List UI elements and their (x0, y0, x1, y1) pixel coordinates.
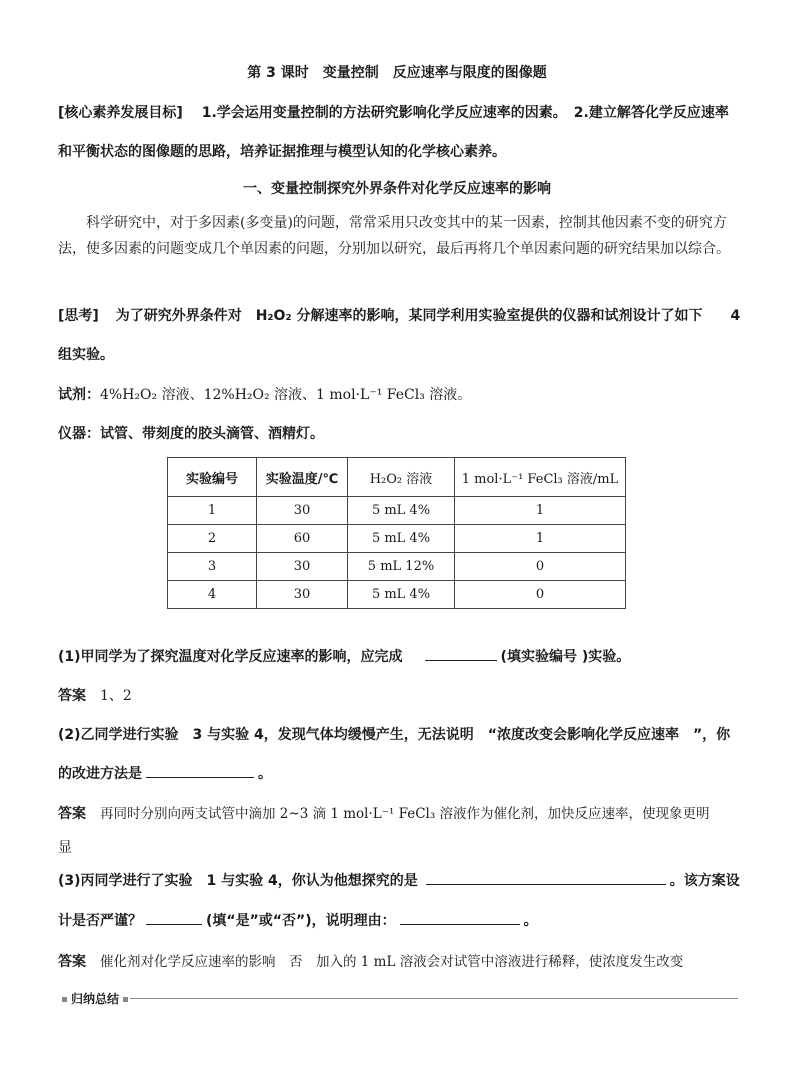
q1-text: (1)甲同学为了探究温度对化学反应速率的影响，应完成 (58, 649, 403, 665)
answer-label: 答案 (58, 954, 86, 970)
think-line-1 (58, 305, 740, 325)
table-header-row (168, 458, 626, 497)
q3-text: (3)丙同学进行了实验 1 与实验 4，你认为他想探究的是 (58, 873, 418, 889)
page-title: 第 3 课时 变量控制 反应速率与限度的图像题 (247, 65, 547, 81)
table-header: H₂O₂ 溶液 (348, 458, 455, 497)
intro-paragraph (58, 210, 738, 262)
table-cell: 0 (455, 553, 626, 581)
goals-text-1: 1.学会运用变量控制的方法研究影响化学反应速率的因素。 2.建立解答化学反应速率 (201, 105, 729, 121)
table-cell: 30 (257, 553, 348, 581)
answer-2-text: 再同时分别向两支试管中滴加 2~3 滴 1 mol·L⁻¹ FeCl₃ 溶液作为催化剂，加快反应速率，使现象更明 (100, 806, 710, 822)
intro-text: 科学研究中，对于多因素(多变量)的问题，常常采用只改变其中的某一因素，控制其他因素不变的研究方法，使多因素的问题变成几个单因素的问题，分别加以研究，最后再将几个单因素问题的研究结果加以综合。 (58, 215, 730, 257)
q3-text-3: (填“是”或“否”)，说明理由： (206, 913, 396, 929)
table-row (168, 525, 626, 553)
summary-heading (58, 990, 132, 1007)
q2-suffix: 。 (258, 766, 272, 782)
table-header: 1 mol·L⁻¹ FeCl₃ 溶液/mL (455, 458, 626, 497)
square-bullet-icon (123, 997, 128, 1002)
think-text-1: 为了研究外界条件对 H₂O₂ 分解速率的影响，某同学利用实验室提供的仪器和试剂设计了如下 4 (115, 308, 741, 324)
goals-line-2: 和平衡状态的图像题的思路，培养证据推理与模型认知的化学核心素养。 (58, 144, 506, 160)
q3-suffix-1: 。该方案设 (669, 873, 740, 889)
reagents-line (58, 384, 471, 404)
question-3-line-1 (58, 870, 740, 890)
section-title: 一、变量控制探究外界条件对化学反应速率的影响 (243, 181, 551, 197)
table-cell: 1 (455, 525, 626, 553)
instruments-line: 仪器：试管、带刻度的胶头滴管、酒精灯。 (58, 426, 324, 442)
table-cell: 60 (257, 525, 348, 553)
answer-2-line-1 (58, 802, 710, 823)
reagents-label: 试剂： (58, 387, 100, 403)
q3-answer-blank-2[interactable] (146, 911, 202, 925)
table-row (168, 497, 626, 525)
q3-text-2: 计是否严谨？ (58, 913, 142, 929)
summary-label: 归纳总结 (71, 992, 120, 1006)
q2-answer-blank[interactable] (146, 764, 254, 778)
table-cell: 5 mL 4% (348, 525, 455, 553)
answer-2-line-2: 显 (58, 840, 72, 856)
table-cell: 5 mL 4% (348, 581, 455, 609)
think-line-2: 组实验。 (58, 347, 114, 363)
experiment-table (167, 457, 626, 609)
q2-text: 的改进方法是 (58, 766, 142, 782)
table-cell: 5 mL 12% (348, 553, 455, 581)
table-cell: 0 (455, 581, 626, 609)
question-3-line-2 (58, 910, 538, 930)
question-2-line-2 (58, 763, 272, 783)
answer-3-text: 催化剂对化学反应速率的影响 否 加入的 1 mL 溶液会对试管中溶液进行稀释，使浓度发生改变 (100, 954, 684, 970)
q3-answer-blank-1[interactable] (426, 871, 666, 885)
table-header: 实验温度/℃ (257, 458, 348, 497)
table-cell: 1 (455, 497, 626, 525)
question-2-line-1: (2)乙同学进行实验 3 与实验 4，发现气体均缓慢产生，无法说明 “浓度改变会影响化学反应速率 ”，你 (58, 727, 731, 743)
question-1 (58, 646, 630, 666)
answer-1-text: 1、2 (100, 688, 132, 704)
table-cell: 3 (168, 553, 257, 581)
q1-suffix: (填实验编号 )实验。 (500, 649, 631, 665)
table-cell: 4 (168, 581, 257, 609)
q1-answer-blank[interactable] (425, 647, 497, 661)
goals-line-1 (58, 102, 729, 122)
goals-label: [核心素养发展目标] (58, 105, 183, 121)
summary-divider (130, 998, 738, 999)
table-cell: 30 (257, 581, 348, 609)
table-row (168, 581, 626, 609)
answer-label: 答案 (58, 806, 86, 822)
table-header: 实验编号 (168, 458, 257, 497)
table-cell: 1 (168, 497, 257, 525)
table-cell: 30 (257, 497, 348, 525)
table-row (168, 553, 626, 581)
reagents-text: 4%H₂O₂ 溶液、12%H₂O₂ 溶液、1 mol·L⁻¹ FeCl₃ 溶液。 (100, 387, 472, 403)
answer-1 (58, 685, 132, 705)
q3-answer-blank-3[interactable] (400, 911, 520, 925)
q3-suffix-2: 。 (523, 913, 538, 929)
answer-label: 答案 (58, 688, 86, 704)
table-cell: 5 mL 4% (348, 497, 455, 525)
answer-3 (58, 950, 683, 971)
table-cell: 2 (168, 525, 257, 553)
square-bullet-icon (62, 997, 67, 1002)
think-label: [思考] (58, 308, 99, 324)
